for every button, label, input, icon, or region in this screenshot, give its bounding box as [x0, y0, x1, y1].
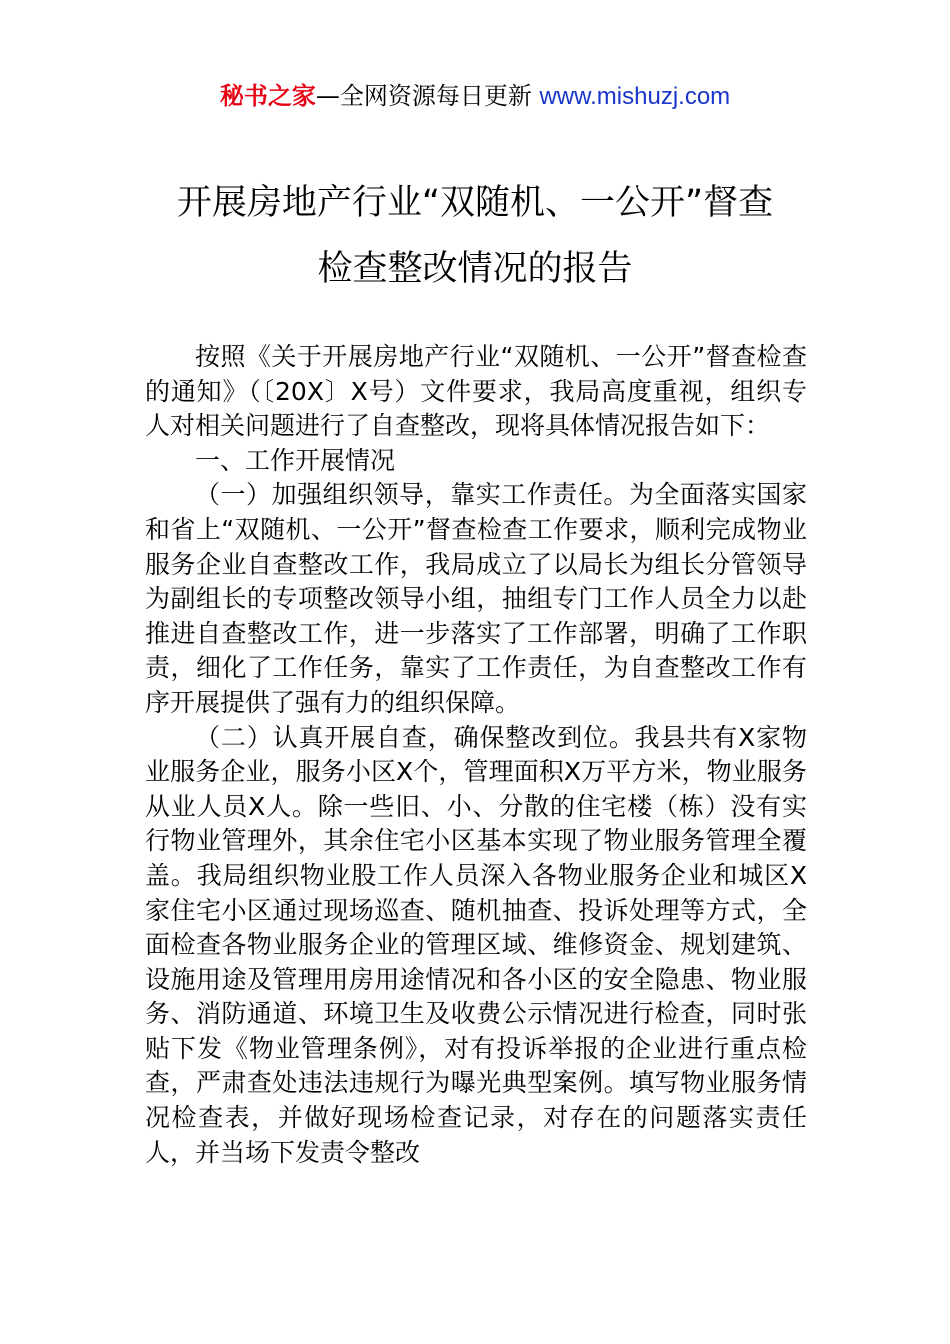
intro-paragraph: 按照《关于开展房地产行业“双随机、一公开”督查检查的通知》（〔20X〕X号）文件要求，我局高度重视，组织专人对相关问题进行了自查整改，现将具体情况报告如下：	[145, 342, 807, 441]
paragraph-1: （一）加强组织领导，靠实工作责任。为全面落实国家和省上“双随机、一公开”督查检查工作要求，顺利完成物业服务企业自查整改工作，我局成立了以局长为组长分管领导为副组长的专项整改领导小组，抽组专门工作人员全力以赴推进自查整改工作，进一步落实了工作部署，明确了工作职责，细化了工作任务，靠实了工作责任，为自查整改工作有序开展提供了强有力的组织保障。	[145, 480, 807, 717]
site-url-link[interactable]: www.mishuzj.com	[539, 83, 731, 110]
site-header	[0, 80, 950, 113]
title-line-2: 检查整改情况的报告	[317, 249, 633, 289]
title-line-1: 开展房地产行业“双随机、一公开”督查	[176, 183, 774, 223]
document-body	[145, 340, 807, 1170]
site-slogan: —全网资源每日更新	[315, 82, 540, 110]
document-title	[100, 170, 850, 302]
section-heading-1: 一、工作开展情况	[195, 445, 396, 475]
site-brand: 秘书之家	[219, 82, 316, 110]
paragraph-2: （二）认真开展自查，确保整改到位。我县共有X家物业服务企业，服务小区X个，管理面积X万平方米，物业服务从业人员X人。除一些旧、小、分散的住宅楼（栋）没有实行物业管理外，其余住宅小区基本实现了物业服务管理全覆盖。我局组织物业股工作人员深入各物业服务企业和城区X家住宅小区通过现场巡查、随机抽查、投诉处理等方式，全面检查各物业服务企业的管理区域、维修资金、规划建筑、设施用途及管理用房用途情况和各小区的安全隐患、物业服务、消防通道、环境卫生及收费公示情况进行检查，同时张贴下发《物业管理条例》，对有投诉举报的企业进行重点检查，严肃查处违法违规行为曝光典型案例。填写物业服务情况检查表，并做好现场检查记录，对存在的问题落实责任人，并当场下发责令整改	[145, 722, 807, 1167]
